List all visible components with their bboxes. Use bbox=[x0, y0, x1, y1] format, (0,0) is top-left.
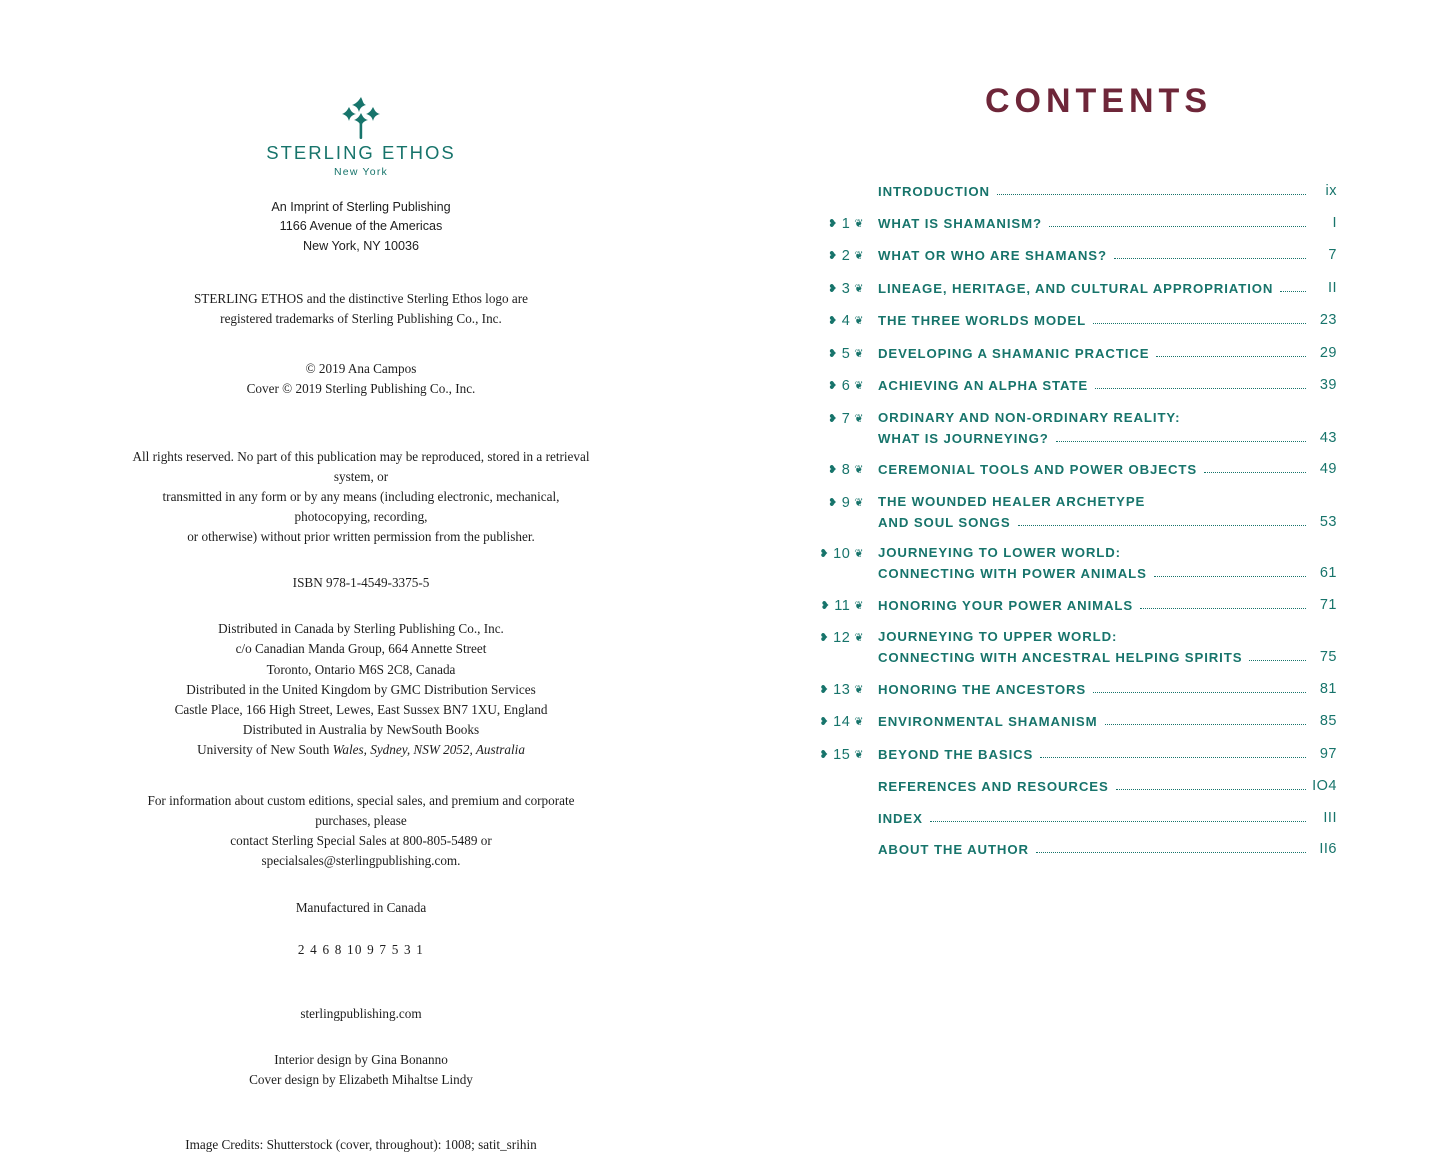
toc-leader-dots bbox=[1116, 789, 1306, 790]
ornament-icon: ❥ bbox=[827, 250, 838, 262]
rights-line: All rights reserved. No part of this publication may be reproduced, stored in a retrieval system, or bbox=[132, 449, 590, 485]
ornament-icon: ❦ bbox=[854, 716, 864, 728]
toc-page-number: 29 bbox=[1319, 344, 1337, 361]
copyright-block bbox=[130, 359, 592, 399]
toc-page-number: I bbox=[1332, 214, 1337, 231]
toc-leader-dots bbox=[1140, 608, 1306, 609]
toc-leader-dots bbox=[1114, 258, 1306, 259]
ornament-icon: ❥ bbox=[827, 347, 838, 360]
ornament-icon: ❦ bbox=[854, 748, 864, 761]
toc-chapter-number bbox=[810, 410, 878, 427]
imprint-line: New York, NY 10036 bbox=[303, 238, 419, 253]
toc-entry-label: ORDINARY AND NON-ORDINARY REALITY: bbox=[878, 409, 1181, 425]
toc-entry-body bbox=[878, 280, 1337, 296]
distribution-au-plain: University of New South bbox=[197, 741, 333, 757]
custom-editions-block bbox=[130, 791, 592, 871]
toc-entry-body bbox=[878, 247, 1337, 263]
publisher-website: sterlingpublishing.com bbox=[300, 1006, 422, 1022]
toc-entry-label: BEYOND THE BASICS bbox=[878, 746, 1034, 762]
tree-icon bbox=[338, 95, 384, 141]
toc-entry-label-line2: WHAT IS JOURNEYING? bbox=[878, 430, 1049, 446]
toc-chapter-number bbox=[810, 183, 878, 184]
toc-chapter-number-value: 9 bbox=[841, 494, 851, 511]
toc-chapter-number-value: 8 bbox=[841, 462, 851, 478]
toc-entry-introduction[interactable] bbox=[810, 183, 1337, 199]
toc-entry-5[interactable] bbox=[810, 345, 1337, 362]
toc-chapter-number-value: 10 bbox=[833, 546, 851, 562]
toc-entry-label: THE THREE WORLDS MODEL bbox=[878, 313, 1087, 328]
ornament-icon: ❦ bbox=[854, 315, 864, 327]
trademark-block bbox=[130, 289, 592, 329]
page-title: CONTENTS bbox=[985, 82, 1212, 120]
manufactured-line: Manufactured in Canada bbox=[295, 900, 427, 916]
ornament-icon: ❦ bbox=[854, 683, 864, 696]
toc-page-number: 53 bbox=[1319, 513, 1337, 530]
toc-entry-label: WHAT OR WHO ARE SHAMANS? bbox=[878, 248, 1107, 263]
ornament-icon: ❥ bbox=[827, 412, 838, 425]
toc-entry-label: LINEAGE, HERITAGE, AND CULTURAL APPROPRIATION bbox=[878, 280, 1274, 296]
toc-entry-body bbox=[878, 810, 1337, 826]
toc-chapter-number bbox=[810, 778, 878, 779]
toc-leader-dots bbox=[1036, 852, 1306, 853]
toc-entry-label: REFERENCES AND RESOURCES bbox=[878, 779, 1109, 794]
toc-leader-dots bbox=[930, 821, 1306, 822]
distribution-line: Distributed in Canada by Sterling Publishing Co., Inc. bbox=[218, 621, 504, 637]
toc-leader-dots bbox=[1056, 441, 1306, 442]
toc-chapter-number bbox=[810, 841, 878, 842]
toc-entry-label: CEREMONIAL TOOLS AND POWER OBJECTS bbox=[878, 462, 1198, 477]
toc-entry-1[interactable] bbox=[810, 215, 1337, 232]
copyright-line: © 2019 Ana Campos bbox=[305, 360, 417, 376]
toc-entry-body bbox=[878, 597, 1337, 613]
toc-leader-dots bbox=[1204, 472, 1306, 473]
toc-entry-10[interactable] bbox=[810, 545, 1337, 581]
toc-page-number: ix bbox=[1325, 183, 1337, 199]
toc-entry-13[interactable] bbox=[810, 681, 1337, 698]
publisher-name: STERLING ETHOS bbox=[266, 142, 456, 163]
ornament-icon: ❦ bbox=[854, 347, 864, 360]
toc-page-number: 97 bbox=[1319, 745, 1337, 762]
toc-entry-body bbox=[878, 377, 1337, 393]
toc-chapter-number-value: 3 bbox=[841, 280, 851, 297]
image-credits: Image Credits: Shutterstock (cover, throughout): 1008; satit_srihin bbox=[185, 1137, 537, 1153]
toc-leader-dots bbox=[1249, 660, 1306, 661]
distribution-line: Distributed in the United Kingdom by GMC Distribution Services bbox=[186, 681, 536, 697]
toc-entry-label: WHAT IS SHAMANISM? bbox=[878, 215, 1042, 231]
toc-chapter-number bbox=[810, 494, 878, 511]
toc-entry-references[interactable] bbox=[810, 778, 1337, 794]
toc-entry-7[interactable] bbox=[810, 410, 1337, 446]
toc-entry-label: JOURNEYING TO UPPER WORLD: bbox=[878, 629, 1118, 644]
isbn: ISBN 978-1-4549-3375-5 bbox=[292, 575, 430, 591]
toc-chapter-number-value: 1 bbox=[841, 215, 851, 232]
toc-leader-dots bbox=[1156, 356, 1306, 357]
trademark-line: registered trademarks of Sterling Publishing Co., Inc. bbox=[220, 310, 502, 326]
ornament-icon: ❥ bbox=[827, 217, 838, 230]
toc-chapter-number bbox=[810, 746, 878, 763]
ornament-icon: ❥ bbox=[827, 315, 838, 327]
toc-entry-8[interactable] bbox=[810, 461, 1337, 478]
toc-chapter-number bbox=[810, 461, 878, 478]
print-number-line: 2 4 6 8 10 9 7 5 3 1 bbox=[297, 942, 425, 958]
table-of-contents bbox=[810, 183, 1337, 857]
toc-chapter-number-value: 5 bbox=[841, 345, 851, 362]
toc-page-number: 39 bbox=[1319, 377, 1337, 393]
ornament-icon: ❦ bbox=[854, 217, 864, 230]
design-credit-line: Interior design by Gina Bonanno bbox=[274, 1052, 448, 1068]
toc-chapter-number bbox=[810, 345, 878, 362]
toc-chapter-number-value: 6 bbox=[841, 378, 851, 394]
ornament-icon: ❦ bbox=[854, 599, 864, 612]
ornament-icon: ❦ bbox=[854, 496, 864, 509]
toc-entry-body bbox=[878, 461, 1337, 477]
custom-editions-line: contact Sterling Special Sales at 800-805-5489 or specialsales@sterlingpublishing.com. bbox=[230, 832, 492, 869]
rights-block bbox=[130, 447, 592, 547]
toc-chapter-number-value: 2 bbox=[841, 248, 851, 264]
toc-entry-body bbox=[878, 410, 1337, 446]
ornament-icon: ❦ bbox=[854, 632, 864, 644]
toc-entry-14[interactable] bbox=[810, 713, 1337, 730]
toc-entry-label: HONORING YOUR POWER ANIMALS bbox=[878, 597, 1134, 613]
ornament-icon: ❦ bbox=[854, 282, 864, 295]
toc-chapter-number bbox=[810, 810, 878, 811]
toc-entry-body bbox=[878, 841, 1337, 857]
toc-entry-body bbox=[878, 494, 1337, 530]
toc-chapter-number-value: 12 bbox=[833, 630, 851, 646]
distribution-line-au bbox=[130, 740, 592, 760]
contents-page bbox=[722, 0, 1445, 1012]
ornament-icon: ❥ bbox=[827, 282, 838, 295]
toc-entry-label: INTRODUCTION bbox=[878, 184, 990, 199]
toc-page-number: II bbox=[1327, 279, 1337, 296]
imprint-line: 1166 Avenue of the Americas bbox=[279, 219, 443, 234]
toc-entry-body bbox=[878, 545, 1337, 581]
toc-chapter-number bbox=[810, 681, 878, 698]
distribution-line: Distributed in Australia by NewSouth Books bbox=[242, 721, 480, 737]
toc-leader-dots bbox=[1040, 757, 1306, 758]
ornament-icon: ❥ bbox=[827, 464, 838, 476]
toc-chapter-number bbox=[810, 377, 878, 394]
toc-chapter-number-value: 15 bbox=[833, 746, 851, 763]
toc-page-number: 85 bbox=[1319, 713, 1337, 729]
toc-entry-label: INDEX bbox=[878, 810, 923, 826]
toc-entry-index[interactable] bbox=[810, 810, 1337, 826]
toc-page-number: 75 bbox=[1319, 649, 1337, 665]
toc-chapter-number bbox=[810, 713, 878, 730]
publisher-logo bbox=[130, 95, 592, 178]
ornament-icon: ❥ bbox=[819, 632, 830, 644]
toc-entry-body bbox=[878, 778, 1337, 794]
toc-chapter-number bbox=[810, 597, 878, 614]
toc-chapter-number-value: 14 bbox=[833, 714, 851, 730]
imprint-block bbox=[130, 198, 592, 255]
toc-page-number: 23 bbox=[1319, 312, 1337, 328]
toc-entry-label-line2: CONNECTING WITH POWER ANIMALS bbox=[878, 566, 1147, 581]
toc-chapter-number bbox=[810, 215, 878, 232]
toc-entry-label-line2: AND SOUL SONGS bbox=[878, 514, 1011, 530]
rights-line: transmitted in any form or by any means (including electronic, mechanical, photocopying, recording, bbox=[162, 489, 560, 525]
publisher-city: New York bbox=[334, 166, 388, 179]
toc-leader-dots bbox=[997, 194, 1306, 195]
toc-chapter-number bbox=[810, 247, 878, 264]
toc-leader-dots bbox=[1018, 525, 1306, 526]
toc-leader-dots bbox=[1093, 323, 1306, 324]
ornament-icon: ❦ bbox=[854, 464, 864, 476]
ornament-icon: ❦ bbox=[854, 380, 864, 392]
ornament-icon: ❥ bbox=[819, 748, 830, 761]
toc-page-number: 43 bbox=[1319, 429, 1337, 446]
toc-page-number: IO4 bbox=[1312, 778, 1337, 794]
toc-page-number: II6 bbox=[1319, 841, 1337, 857]
copyright-page bbox=[0, 0, 722, 1153]
toc-entry-9[interactable] bbox=[810, 494, 1337, 530]
ornament-icon: ❦ bbox=[854, 250, 864, 262]
toc-leader-dots bbox=[1093, 692, 1306, 693]
distribution-line: Castle Place, 166 High Street, Lewes, East Sussex BN7 1XU, England bbox=[174, 701, 548, 717]
toc-leader-dots bbox=[1049, 226, 1306, 227]
toc-entry-body bbox=[878, 215, 1337, 231]
rights-line: or otherwise) without prior written permission from the publisher. bbox=[187, 529, 535, 545]
ornament-icon: ❥ bbox=[819, 548, 830, 560]
ornament-icon: ❦ bbox=[854, 412, 864, 425]
ornament-icon: ❦ bbox=[854, 548, 864, 560]
copyright-line: Cover © 2019 Sterling Publishing Co., Inc. bbox=[246, 380, 476, 396]
toc-entry-15[interactable] bbox=[810, 746, 1337, 763]
toc-leader-dots bbox=[1095, 388, 1306, 389]
toc-entry-body bbox=[878, 746, 1337, 762]
toc-entry-label: HONORING THE ANCESTORS bbox=[878, 681, 1087, 697]
toc-entry-body bbox=[878, 345, 1337, 361]
toc-entry-12[interactable] bbox=[810, 629, 1337, 665]
toc-entry-label-line2: CONNECTING WITH ANCESTRAL HELPING SPIRITS bbox=[878, 650, 1243, 665]
trademark-line: STERLING ETHOS and the distinctive Sterling Ethos logo are bbox=[193, 290, 529, 306]
toc-entry-11[interactable] bbox=[810, 597, 1337, 614]
design-credit-line: Cover design by Elizabeth Mihaltse Lindy bbox=[249, 1072, 473, 1088]
toc-chapter-number-value: 13 bbox=[833, 681, 851, 698]
toc-chapter-number-value: 11 bbox=[834, 597, 851, 614]
imprint-line: An Imprint of Sterling Publishing bbox=[271, 200, 451, 215]
toc-chapter-number bbox=[810, 312, 878, 329]
toc-chapter-number bbox=[810, 629, 878, 646]
toc-entry-label: ACHIEVING AN ALPHA STATE bbox=[878, 378, 1089, 393]
toc-entry-body bbox=[878, 713, 1337, 729]
toc-entry-3[interactable] bbox=[810, 280, 1337, 297]
toc-entry-label: DEVELOPING A SHAMANIC PRACTICE bbox=[878, 345, 1150, 361]
toc-entry-about-the-author[interactable] bbox=[810, 841, 1337, 857]
toc-entry-label: ABOUT THE AUTHOR bbox=[878, 842, 1029, 857]
toc-chapter-number-value: 7 bbox=[841, 410, 851, 427]
distribution-block bbox=[130, 619, 592, 759]
toc-entry-4[interactable] bbox=[810, 312, 1337, 329]
toc-leader-dots bbox=[1154, 576, 1306, 577]
toc-page-number: 49 bbox=[1319, 461, 1337, 477]
ornament-icon: ❥ bbox=[827, 496, 838, 509]
toc-entry-2[interactable] bbox=[810, 247, 1337, 264]
custom-editions-line: For information about custom editions, special sales, and premium and corporate purchases, please bbox=[147, 792, 575, 828]
toc-entry-body bbox=[878, 681, 1337, 697]
distribution-line: c/o Canadian Manda Group, 664 Annette Street bbox=[235, 641, 487, 657]
ornament-icon: ❥ bbox=[819, 716, 830, 728]
toc-page-number: 7 bbox=[1328, 247, 1337, 263]
toc-page-number: 61 bbox=[1319, 565, 1337, 581]
toc-entry-body bbox=[878, 312, 1337, 328]
toc-entry-body bbox=[878, 183, 1337, 199]
toc-chapter-number bbox=[810, 545, 878, 562]
distribution-au-italic: Wales, Sydney, NSW 2052, Australia bbox=[332, 741, 525, 757]
toc-chapter-number-value: 4 bbox=[841, 313, 851, 329]
design-credits-block bbox=[130, 1050, 592, 1090]
toc-entry-6[interactable] bbox=[810, 377, 1337, 394]
toc-chapter-number bbox=[810, 280, 878, 297]
toc-leader-dots bbox=[1280, 291, 1306, 292]
ornament-icon: ❥ bbox=[820, 599, 831, 612]
toc-entry-label: JOURNEYING TO LOWER WORLD: bbox=[878, 545, 1121, 560]
toc-entry-label: THE WOUNDED HEALER ARCHETYPE bbox=[878, 493, 1146, 509]
toc-page-number: 71 bbox=[1319, 596, 1337, 613]
ornament-icon: ❥ bbox=[819, 683, 830, 696]
toc-entry-label: ENVIRONMENTAL SHAMANISM bbox=[878, 714, 1098, 729]
distribution-line: Toronto, Ontario M6S 2C8, Canada bbox=[266, 661, 456, 677]
toc-leader-dots bbox=[1105, 724, 1307, 725]
toc-entry-body bbox=[878, 629, 1337, 665]
ornament-icon: ❥ bbox=[827, 380, 838, 392]
toc-page-number: 81 bbox=[1319, 680, 1337, 697]
toc-page-number: III bbox=[1323, 809, 1337, 826]
